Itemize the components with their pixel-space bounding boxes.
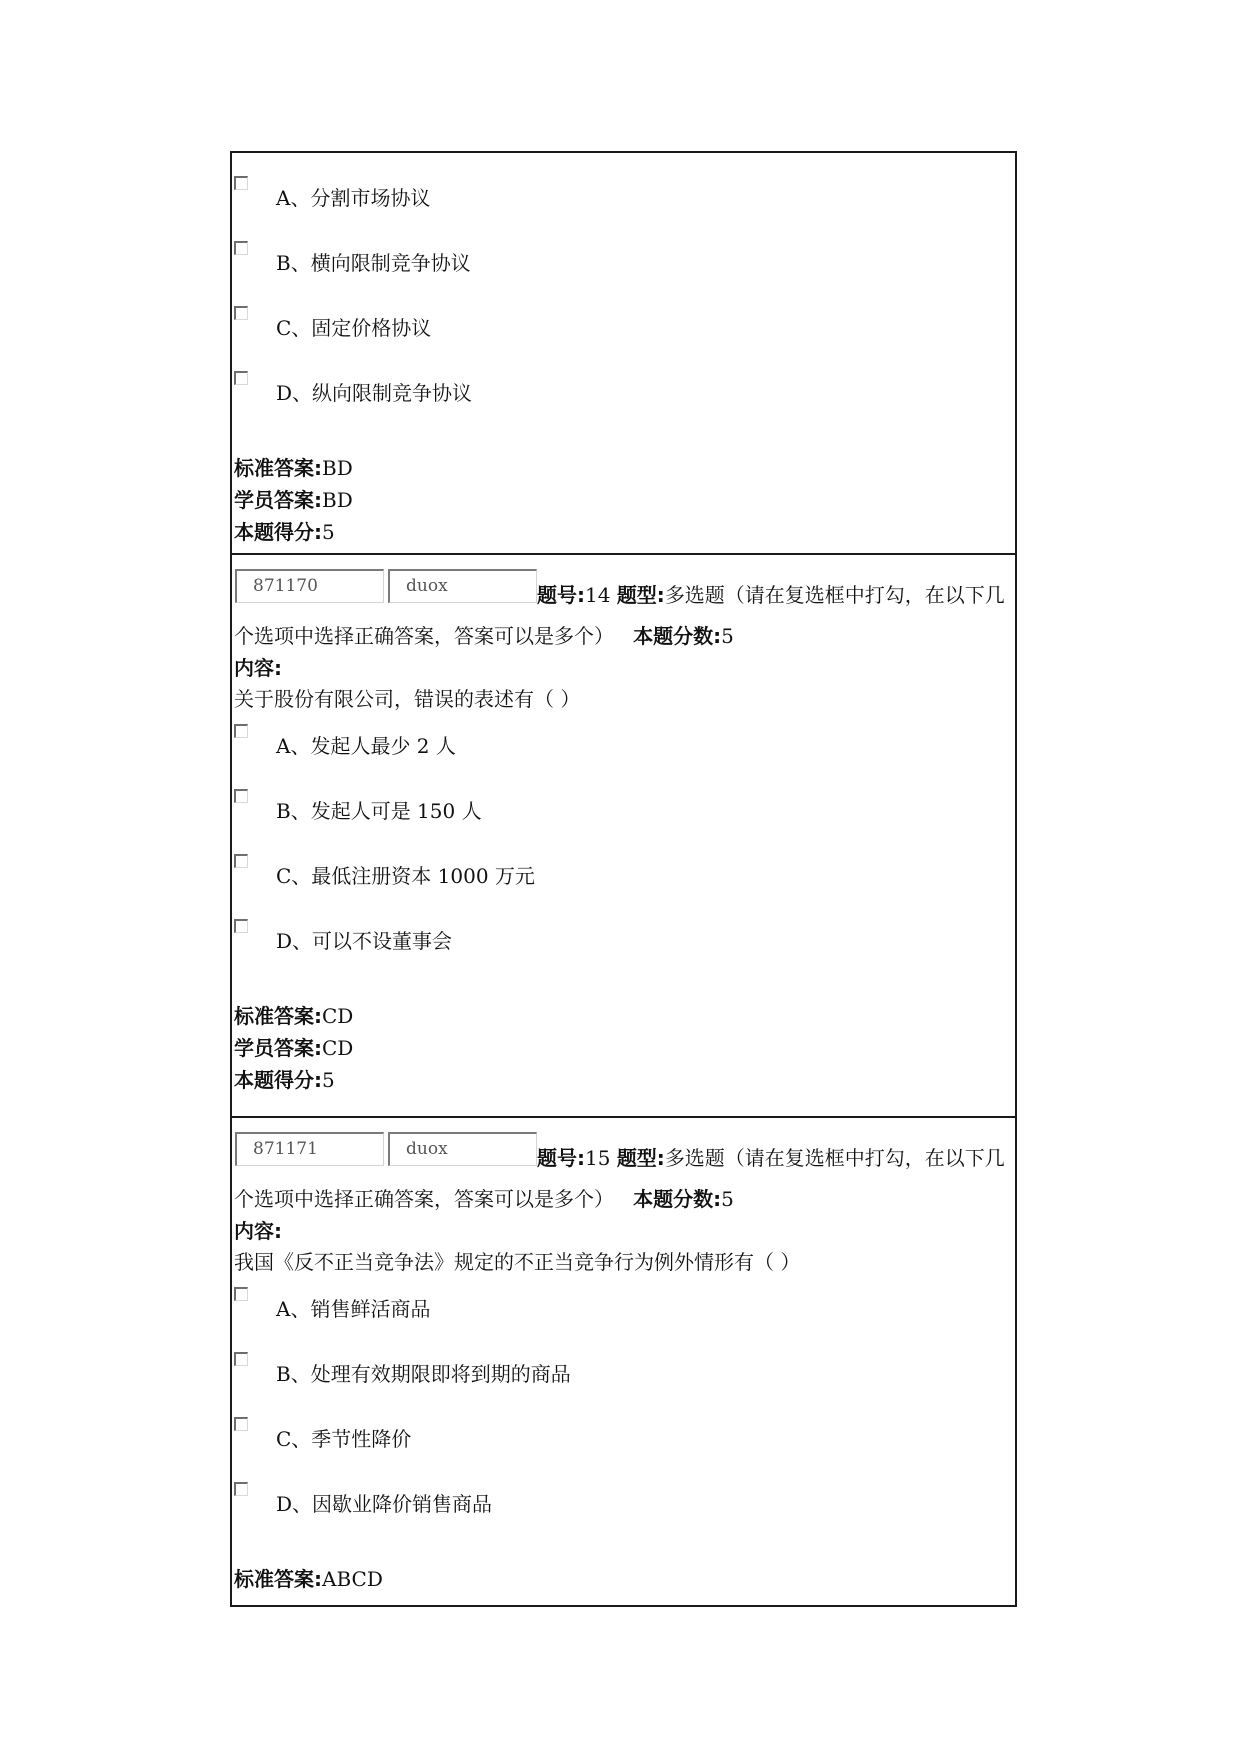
option-d-checkbox[interactable] <box>234 919 248 933</box>
standard-answer: 标准答案:BD <box>234 456 353 480</box>
student-answer: 学员答案:BD <box>234 488 353 512</box>
option-b-label: B、横向限制竞争协议 <box>276 251 471 275</box>
exam-answer-sheet <box>230 151 1017 1607</box>
standard-answer: 标准答案:CD <box>234 1004 354 1028</box>
question-text: 我国《反不正当竞争法》规定的不正当竞争行为例外情形有（ ） <box>234 1250 801 1274</box>
question-score: 本题得分:5 <box>234 1068 335 1092</box>
question-13-block <box>232 153 1015 553</box>
question-type-field[interactable]: duox <box>388 1132 537 1166</box>
option-a-label: A、分割市场协议 <box>276 186 431 210</box>
question-id-field[interactable]: 871170 <box>235 569 384 603</box>
option-a-checkbox[interactable] <box>234 724 248 738</box>
content-label: 内容: <box>234 1219 282 1243</box>
standard-answer-value: ABCD <box>322 1567 383 1591</box>
question-score: 本题得分:5 <box>234 520 335 544</box>
question-number: 14 <box>585 583 611 607</box>
option-d-label: D、因歇业降价销售商品 <box>276 1492 493 1516</box>
option-c-checkbox[interactable] <box>234 854 248 868</box>
option-c-label: C、季节性降价 <box>276 1427 412 1451</box>
student-answer-value: CD <box>322 1036 354 1060</box>
option-c-label: C、最低注册资本 1000 万元 <box>276 864 535 888</box>
option-a-checkbox[interactable] <box>234 176 248 190</box>
option-c-checkbox[interactable] <box>234 1417 248 1431</box>
standard-answer: 标准答案:ABCD <box>234 1567 383 1591</box>
option-b-label: B、发起人可是 150 人 <box>276 799 482 823</box>
student-answer-value: BD <box>322 488 353 512</box>
option-c-checkbox[interactable] <box>234 306 248 320</box>
question-text: 关于股份有限公司，错误的表述有（ ） <box>234 687 581 711</box>
option-a-label: A、销售鲜活商品 <box>276 1297 431 1321</box>
option-a-label: A、发起人最少 2 人 <box>276 734 456 758</box>
option-d-label: D、可以不设董事会 <box>276 929 453 953</box>
question-header-cont: 个选项中选择正确答案，答案可以是多个） 本题分数:5 <box>234 1187 734 1211</box>
option-a-checkbox[interactable] <box>234 1287 248 1301</box>
option-d-label: D、纵向限制竞争协议 <box>276 381 473 405</box>
question-header: 题号:15 题型:多选题（请在复选框中打勾，在以下几 <box>537 1146 1005 1170</box>
option-b-checkbox[interactable] <box>234 1352 248 1366</box>
question-type-field[interactable]: duox <box>388 569 537 603</box>
option-d-checkbox[interactable] <box>234 1482 248 1496</box>
question-points: 5 <box>721 624 734 648</box>
question-number: 15 <box>585 1146 611 1170</box>
option-c-label: C、固定价格协议 <box>276 316 432 340</box>
standard-answer-value: BD <box>322 456 353 480</box>
question-14-block <box>232 553 1015 1116</box>
question-type-desc: 多选题（请在复选框中打勾，在以下几 <box>664 1146 1005 1170</box>
question-15-block <box>232 1116 1015 1607</box>
option-d-checkbox[interactable] <box>234 371 248 385</box>
question-score-value: 5 <box>322 1068 335 1092</box>
option-b-checkbox[interactable] <box>234 789 248 803</box>
question-header-cont: 个选项中选择正确答案，答案可以是多个） 本题分数:5 <box>234 624 734 648</box>
question-id-field[interactable]: 871171 <box>235 1132 384 1166</box>
question-header: 题号:14 题型:多选题（请在复选框中打勾，在以下几 <box>537 583 1005 607</box>
question-points: 5 <box>721 1187 734 1211</box>
student-answer: 学员答案:CD <box>234 1036 354 1060</box>
question-score-value: 5 <box>322 520 335 544</box>
content-label: 内容: <box>234 656 282 680</box>
question-type-desc: 多选题（请在复选框中打勾，在以下几 <box>664 583 1005 607</box>
standard-answer-value: CD <box>322 1004 354 1028</box>
option-b-checkbox[interactable] <box>234 241 248 255</box>
option-b-label: B、处理有效期限即将到期的商品 <box>276 1362 571 1386</box>
